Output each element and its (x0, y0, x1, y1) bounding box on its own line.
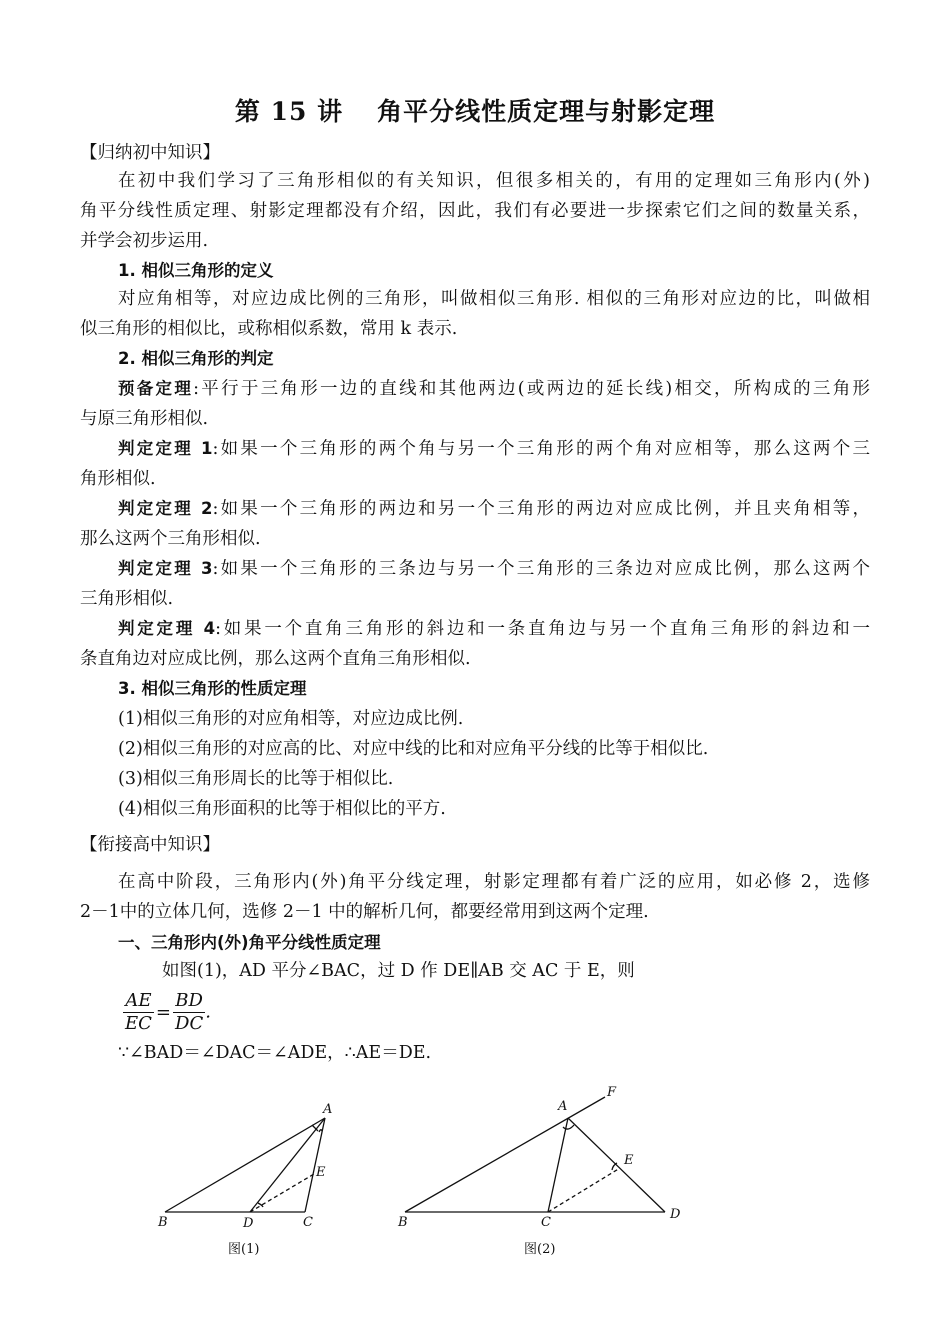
paragraph-definition-2: 似三角形的相似比，或称相似系数，常用 k 表示. (80, 319, 458, 339)
fig1-label-d: D (243, 1216, 254, 1231)
fig2-label-d: D (670, 1207, 681, 1222)
paragraph-intro-1: 在初中我们学习了三角形相似的有关知识，但很多相关的，有用的定理如三角形内(外) (118, 171, 870, 191)
fig2-label-e: E (624, 1153, 634, 1168)
fig1-label-c: C (303, 1215, 313, 1230)
property-4: (4)相似三角形面积的比等于相似比的平方. (118, 799, 446, 819)
fig2-label-f: F (607, 1085, 617, 1100)
section-definition: 1. 相似三角形的定义 (118, 261, 274, 280)
paragraph-intro-2: 角平分线性质定理、射影定理都没有介绍，因此，我们有必要进一步探索它们之间的数量关系， (80, 201, 870, 221)
theorem-1-label: 判定定理 1 (118, 439, 213, 458)
paragraph-definition-1: 对应角相等，对应边成比例的三角形，叫做相似三角形. 相似的三角形对应边的比，叫做相 (118, 289, 870, 309)
theorem-3-line-2: 三角形相似. (80, 589, 174, 609)
fraction-ae-ec: $\frac{AE}{EC}$ (125, 990, 152, 1034)
fig2-label-b: B (398, 1215, 408, 1230)
fig1-segment-de (250, 1174, 314, 1212)
figure-2-labels (397, 1085, 681, 1230)
figure-1-caption: 图(1) (228, 1242, 260, 1257)
paragraph-intro-3: 并学会初步运用. (80, 231, 209, 251)
theorem-3-line-1: 判定定理 3:如果一个三角形的三条边与另一个三角形的三条边对应成比例，那么这两个 (118, 559, 870, 579)
property-2: (2)相似三角形的对应高的比、对应中线的比和对应角平分线的比等于相似比. (118, 739, 709, 759)
theorem-2-line-1: 判定定理 2:如果一个三角形的两边和另一个三角形的两边对应成比例，并且夹角相等， (118, 499, 870, 519)
fig2-segment-ce (548, 1168, 620, 1212)
lecture-topic: 角平分线性质定理与射影定理 (377, 97, 716, 126)
theorem-4-label: 判定定理 4 (118, 619, 216, 638)
theorem-3-label: 判定定理 3 (118, 559, 213, 578)
theorem-preparatory-label: 预备定理 (118, 379, 194, 398)
theorem-1-line-1: 判定定理 1:如果一个三角形的两个角与另一个三角形的两个角对应相等，那么这两个三 (118, 439, 870, 459)
fig2-angle-mark-e (612, 1163, 617, 1170)
fig1-label-a: A (323, 1102, 333, 1117)
paragraph-senior-1: 在高中阶段，三角形内(外)角平分线定理，射影定理都有着广泛的应用，如必修 2，选修 (118, 872, 870, 892)
paragraph-senior-2: 2－1中的立体几何，选修 2－1 中的解析几何，都要经常用到这两个定理. (80, 902, 649, 922)
fig2-segment-ac (548, 1118, 568, 1212)
fig2-label-c: C (541, 1215, 551, 1230)
figure-1 (165, 1118, 325, 1212)
section-properties: 3. 相似三角形的性质定理 (118, 679, 307, 698)
fig1-segment-ad (250, 1118, 325, 1212)
figure-2-caption: 图(2) (524, 1242, 556, 1257)
ratio-equation: $\frac{AE}{EC}$ = $\frac{BD}{DC}$ . (125, 990, 211, 1034)
theorem-4-line-1: 判定定理 4:如果一个直角三角形的斜边和一条直角边与另一个直角三角形的斜边和一 (118, 619, 870, 639)
section-angle-bisector-theorem: 一、三角形内(外)角平分线性质定理 (118, 933, 381, 952)
theorem-preparatory-line-1: 预备定理:平行于三角形一边的直线和其他两边(或两边的延长线)相交，所构成的三角形 (118, 379, 870, 399)
fig1-segment-ba (165, 1118, 325, 1212)
paragraph-proof-step: ∵∠BAD＝∠DAC＝∠ADE，∴AE＝DE. (118, 1043, 432, 1063)
theorem-4-line-2: 条直角边对应成比例，那么这两个直角三角形相似. (80, 649, 471, 669)
theorem-2-line-2: 那么这两个三角形相似. (80, 529, 261, 549)
fig2-angle-mark-a (563, 1125, 574, 1129)
fraction-bd-dc: $\frac{BD}{DC}$ (175, 990, 204, 1034)
theorem-2-label: 判定定理 2 (118, 499, 213, 518)
fig2-segment-bf (405, 1097, 605, 1212)
heading-junior-knowledge: 【归纳初中知识】 (80, 143, 220, 163)
section-criteria: 2. 相似三角形的判定 (118, 349, 274, 368)
theorem-1-line-2: 角形相似. (80, 469, 156, 489)
theorem-preparatory-line-2: 与原三角形相似. (80, 409, 209, 429)
paragraph-figure-1-construction: 如图(1)，AD 平分∠BAC，过 D 作 DE∥AB 交 AC 于 E，则 (162, 961, 635, 981)
fig1-label-b: B (158, 1215, 168, 1230)
fig1-label-e: E (316, 1165, 326, 1180)
lecture-number: 第 15 讲 (234, 97, 344, 126)
fig2-segment-ad (568, 1118, 665, 1212)
property-1: (1)相似三角形的对应角相等，对应边成比例. (118, 709, 464, 729)
property-3: (3)相似三角形周长的比等于相似比. (118, 769, 394, 789)
fig2-label-a: A (558, 1099, 568, 1114)
heading-senior-knowledge: 【衔接高中知识】 (80, 835, 220, 855)
